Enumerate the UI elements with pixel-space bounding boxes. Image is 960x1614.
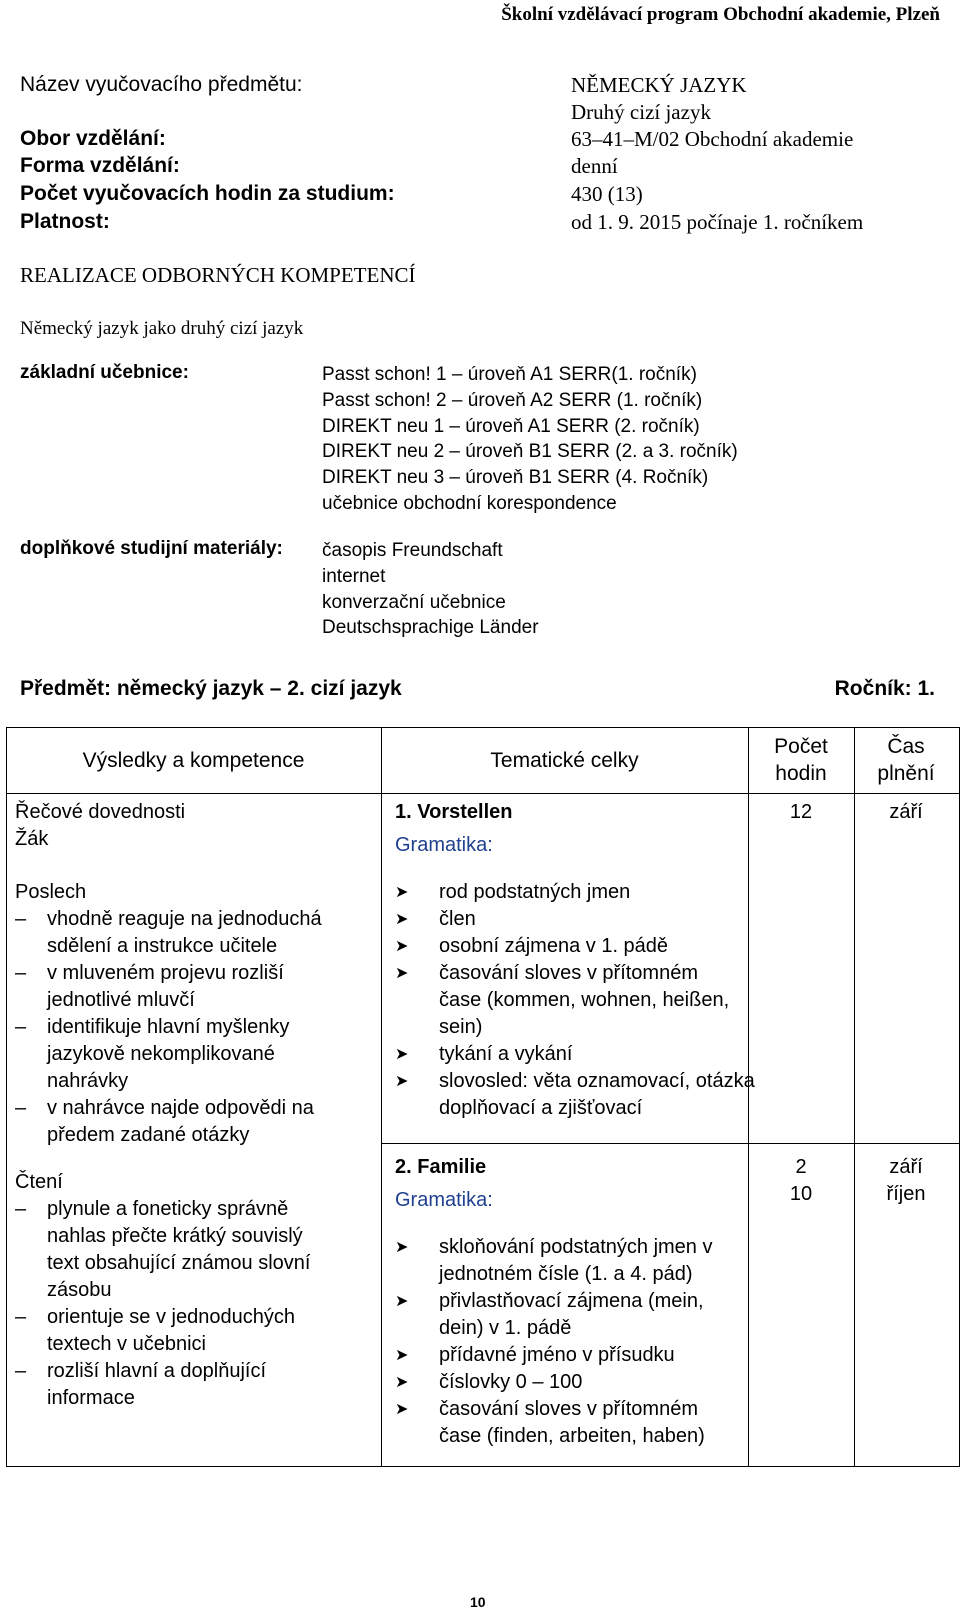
table-divider [854, 727, 855, 1467]
section-title: REALIZACE ODBORNÝCH KOMPETENCÍ [20, 263, 416, 287]
topic-2-name: Familie [417, 1156, 487, 1178]
arrow-bullet-icon: ➤ [395, 938, 409, 955]
topic-2-number: 2. [395, 1156, 412, 1178]
arrow-bullet-icon: ➤ [395, 965, 409, 982]
materials-label: doplňkové studijní materiály: [20, 538, 283, 559]
topic-2-grammar-list [395, 1234, 745, 1450]
topic-1-grammar-list [395, 879, 755, 1122]
grammar-item: ➤ skloňování podstatných jmen v jednotném čísle (1. a 4. pád) [395, 1236, 713, 1285]
subject-label: Název vyučovacího předmětu: [20, 73, 303, 96]
school-program-header: Školní vzdělávací program Obchodní akademie, Plzeň [501, 4, 940, 25]
textbook-item: učebnice obchodní korespondence [322, 492, 617, 514]
textbook-item: DIREKT neu 1 – úroveň A1 SERR (2. ročník) [322, 415, 700, 437]
page-number: 10 [470, 1594, 486, 1610]
header-topics: Tematické celky [490, 749, 639, 772]
competences-cell [15, 799, 360, 1412]
hours-value: 430 (13) [571, 182, 643, 206]
topic-1-grammar-label: Gramatika: [395, 834, 493, 856]
arrow-bullet-icon: ➤ [395, 1293, 409, 1310]
grammar-item: ➤ slovosled: věta oznamovací, otázka doplňovací a zjišťovací [395, 1070, 755, 1119]
header-hours-line2: hodin [775, 762, 827, 785]
field-value: 63–41–M/02 Obchodní akademie [571, 127, 854, 151]
grammar-item: ➤ člen [395, 906, 745, 933]
section-subtitle: Německý jazyk jako druhý cizí jazyk [20, 318, 304, 339]
topic-2-time-line2: říjen [886, 1183, 926, 1205]
subject-heading: Předmět: německý jazyk – 2. cizí jazyk [20, 677, 402, 700]
arrow-bullet-icon: ➤ [395, 1347, 409, 1364]
material-item: Deutschsprachige Länder [322, 617, 539, 639]
topic-1-name: Vorstellen [417, 801, 513, 823]
topic-1-hours: 12 [789, 801, 813, 823]
competences-title: Řečové dovednosti [15, 801, 186, 823]
reading-item: – plynule a foneticky správně nahlas přečte krátký souvislý text obsahující známou slovní zásobu [15, 1196, 337, 1304]
listening-item: – v mluveném projevu rozliší jednotlivé mluvčí [15, 960, 337, 1014]
material-item: časopis Freundschaft [322, 540, 503, 561]
textbooks-list [322, 362, 738, 517]
header-time [854, 733, 958, 787]
grammar-item: ➤ přivlastňovací zájmena (mein, dein) v 1. pádě [395, 1290, 704, 1339]
grammar-item: ➤ osobní zájmena v 1. pádě [395, 933, 745, 960]
table-divider [381, 727, 382, 1467]
topic-2-grammar-label: Gramatika: [395, 1189, 493, 1211]
topic-2-hours-line2: 10 [789, 1183, 813, 1205]
subject-value: NĚMECKÝ JAZYK [571, 73, 747, 97]
topic-1-number: 1. [395, 801, 412, 823]
textbook-item: Passt schon! 2 – úroveň A2 SERR (1. ročník) [322, 389, 703, 411]
validity-value: od 1. 9. 2015 počínaje 1. ročníkem [571, 210, 864, 234]
arrow-bullet-icon: ➤ [395, 1073, 409, 1090]
header-time-line2: plnění [877, 762, 935, 785]
competences-subtitle: Žák [15, 828, 49, 850]
listening-item: – vhodně reaguje na jednoduchá sdělení a instrukce učitele [15, 906, 347, 960]
topic-divider [381, 1143, 959, 1144]
material-item: konverzační učebnice [322, 591, 506, 613]
reading-item: – rozliší hlavní a doplňující informace [15, 1358, 337, 1412]
validity-label: Platnost: [20, 210, 110, 233]
topic-2-time-line1: září [889, 1156, 923, 1178]
form-label: Forma vzdělání: [20, 154, 180, 177]
header-results: Výsledky a kompetence [82, 749, 305, 772]
header-hours-line1: Počet [774, 735, 828, 758]
topic-1-title [395, 799, 745, 826]
reading-title: Čtení [15, 1171, 63, 1193]
arrow-bullet-icon: ➤ [395, 1046, 409, 1063]
header-hours [748, 733, 854, 787]
topic-2-title [395, 1154, 745, 1181]
listening-list [15, 906, 360, 1149]
grammar-item: ➤ číslovky 0 – 100 [395, 1369, 745, 1396]
reading-list [15, 1196, 360, 1412]
field-label: Obor vzdělání: [20, 127, 166, 150]
arrow-bullet-icon: ➤ [395, 1401, 409, 1418]
textbook-item: DIREKT neu 2 – úroveň B1 SERR (2. a 3. ročník) [322, 441, 738, 463]
materials-list [322, 538, 539, 641]
listening-item: – v nahrávce najde odpovědi na předem zadané otázky [15, 1095, 352, 1149]
grammar-item: ➤ přídavné jméno v přísudku [395, 1342, 745, 1369]
arrow-bullet-icon: ➤ [395, 884, 409, 901]
arrow-bullet-icon: ➤ [395, 911, 409, 928]
topic-2-time [854, 1154, 958, 1208]
listening-item: – identifikuje hlavní myšlenky jazykově nekomplikované nahrávky [15, 1014, 347, 1095]
arrow-bullet-icon: ➤ [395, 1239, 409, 1256]
textbook-item: DIREKT neu 3 – úroveň B1 SERR (4. Ročník) [322, 467, 709, 489]
topic-1 [395, 799, 755, 1122]
material-item: internet [322, 565, 386, 587]
topic-2-hours [748, 1154, 854, 1208]
arrow-bullet-icon: ➤ [395, 1374, 409, 1391]
grammar-item: ➤ tykání a vykání [395, 1041, 745, 1068]
textbook-item: Passt schon! 1 – úroveň A1 SERR(1. ročník) [322, 364, 697, 385]
reading-item: – orientuje se v jednoduchých textech v učebnici [15, 1304, 347, 1358]
topic-2 [395, 1154, 745, 1450]
hours-label: Počet vyučovacích hodin za studium: [20, 182, 395, 205]
table-header-border [6, 793, 959, 794]
textbooks-label: základní učebnice: [20, 362, 189, 383]
grammar-item: ➤ časování sloves v přítomném čase (kommen, wohnen, heißen, sein) [395, 962, 730, 1038]
grade-heading: Ročník: 1. [834, 677, 935, 700]
listening-title: Poslech [15, 881, 87, 903]
topic-2-hours-line1: 2 [795, 1156, 807, 1178]
form-value: denní [571, 154, 618, 178]
header-time-line1: Čas [887, 735, 925, 758]
grammar-item: ➤ časování sloves v přítomném čase (finden, arbeiten, haben) [395, 1398, 705, 1447]
grammar-item: ➤ rod podstatných jmen [395, 879, 745, 906]
subject-value-secondary: Druhý cizí jazyk [571, 100, 711, 124]
topic-1-time: září [889, 801, 923, 823]
